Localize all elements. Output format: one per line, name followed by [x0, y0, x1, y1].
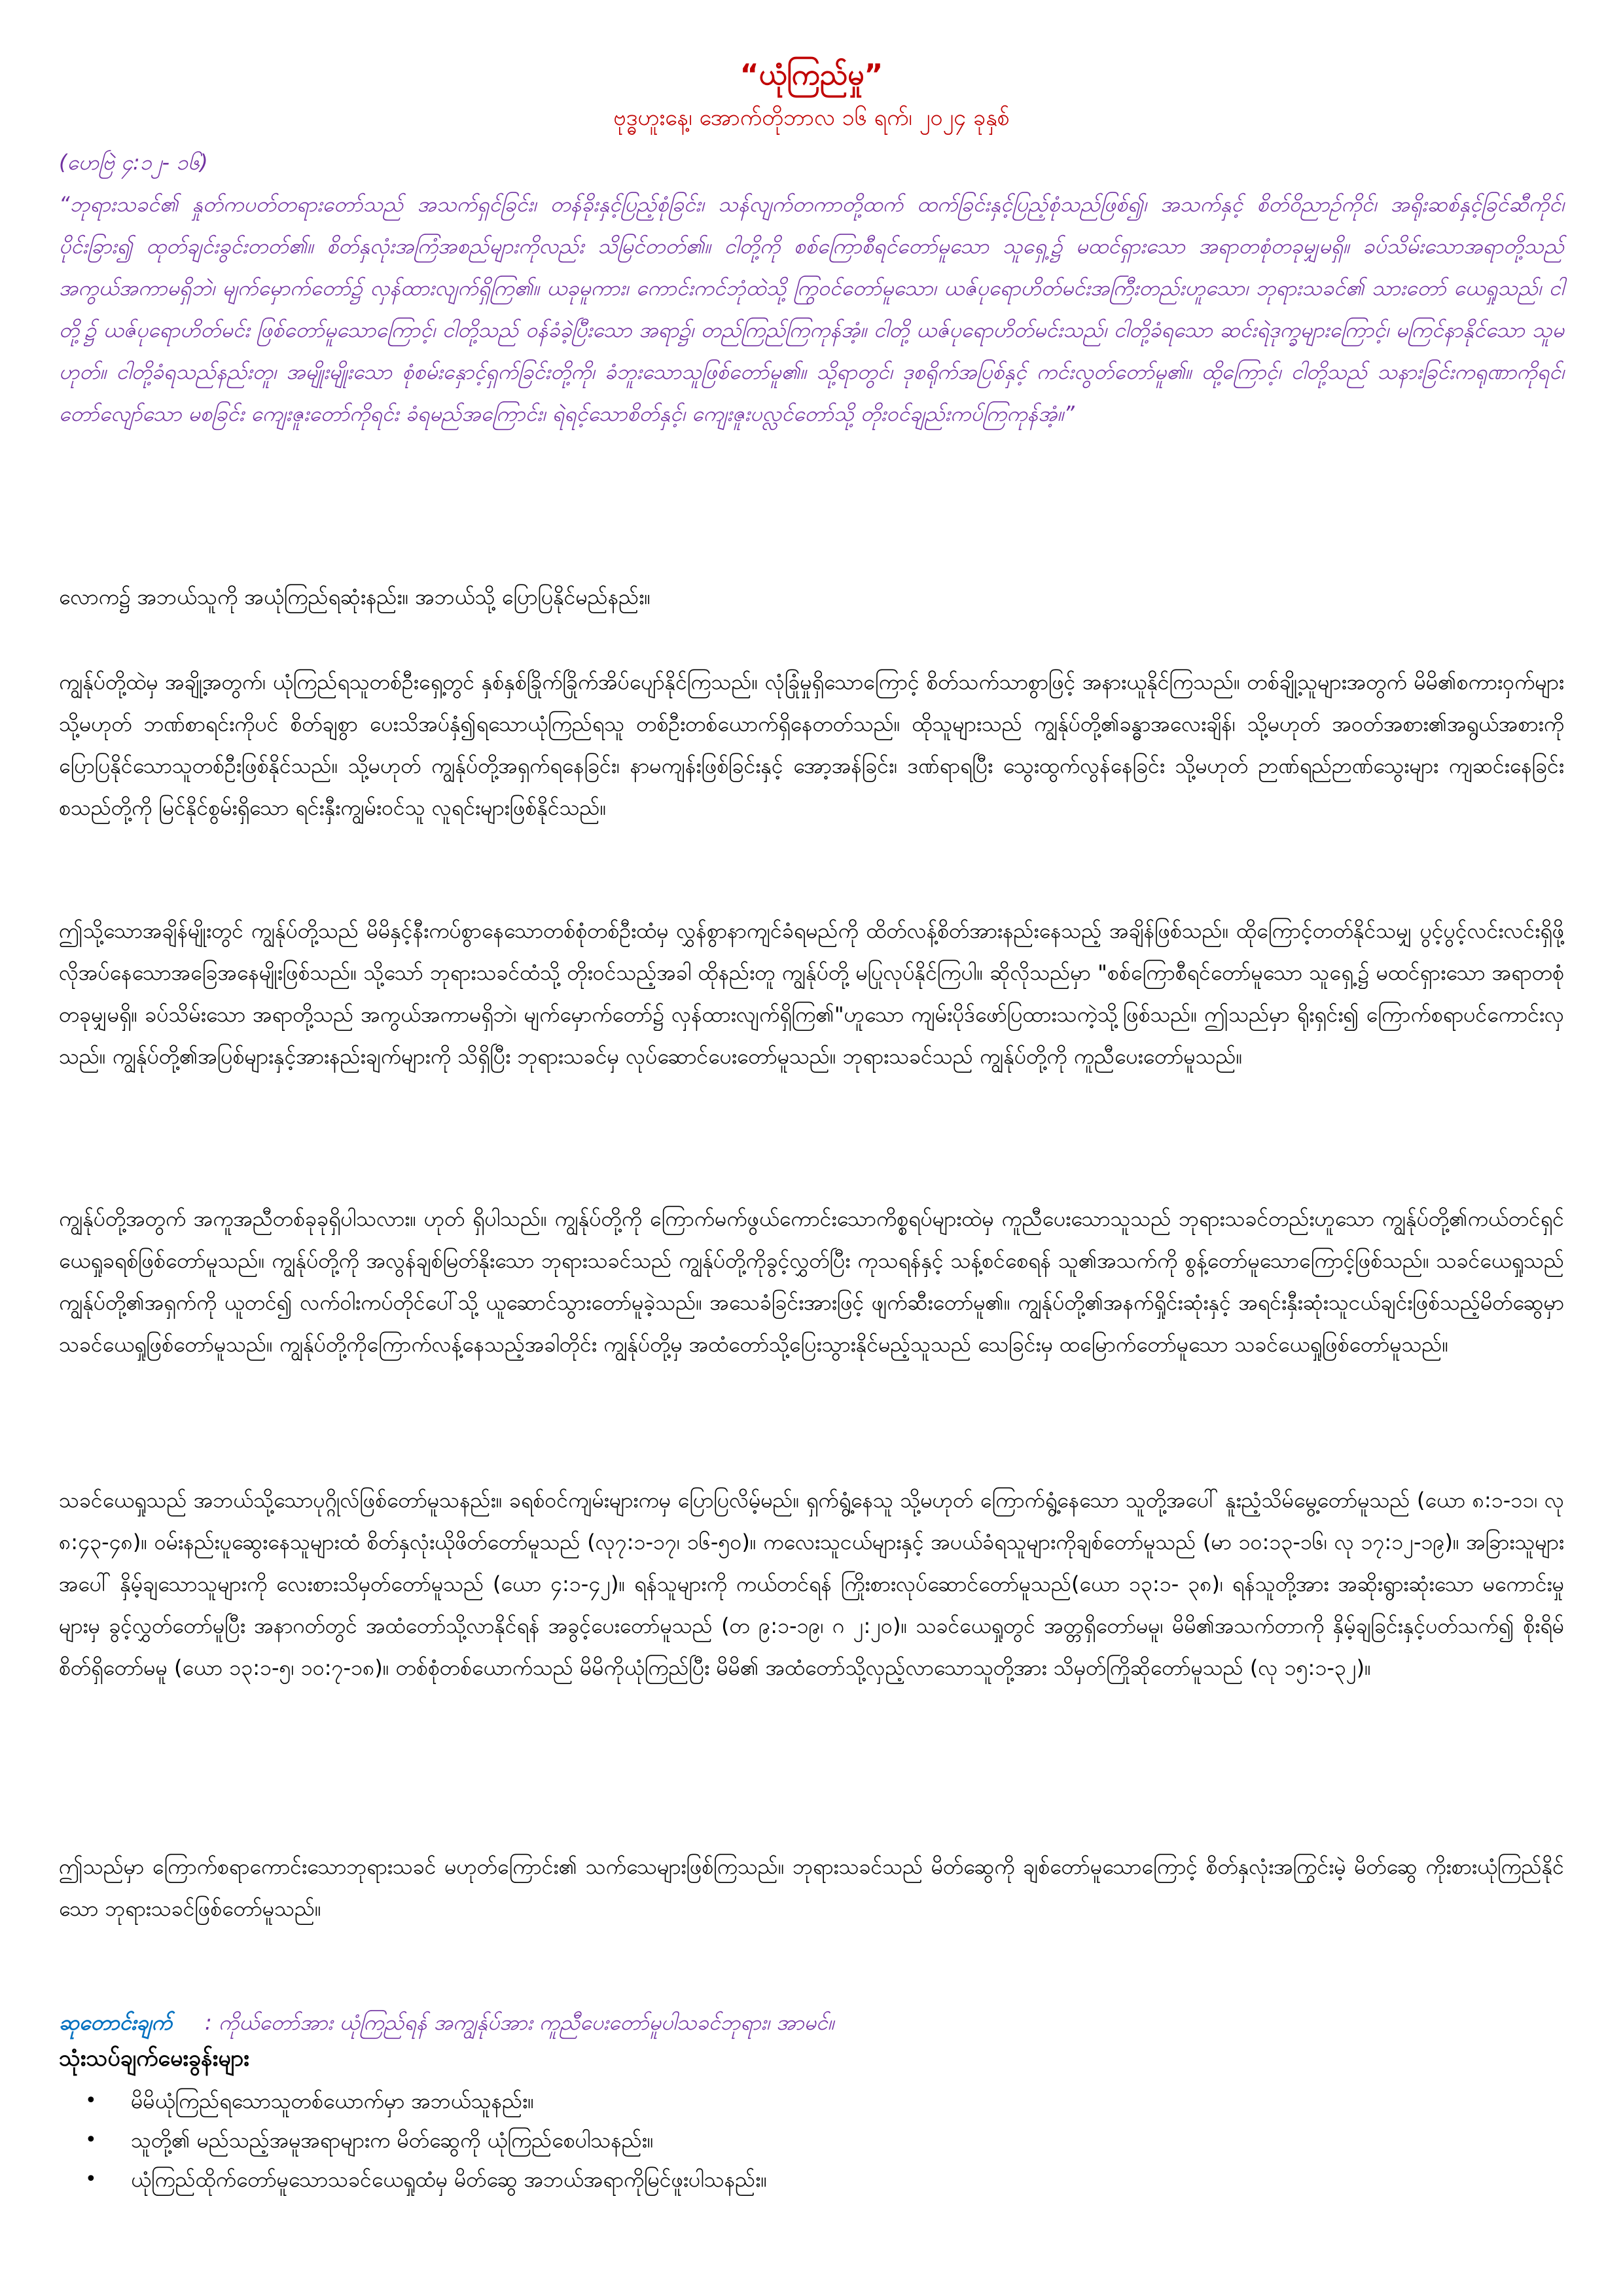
question-item [59, 2160, 1564, 2199]
scripture-text: “ဘုရားသခင်၏ နှုတ်ကပတ်တရားတော်သည် အသက်ရှင်ခြင်း၊ တန်ခိုးနှင့်ပြည့်စုံခြင်း၊ သန်လျက်တကာတို့ထက် ထက်ခြင်းနှင့်ပြည့်စုံသည်ဖြစ်၍၊ အသက်နှင့် စိတ်ဝိညာဉ်ကိုင်၊ အရိုးဆစ်နှင့်ခြင်ဆီကိုင်၊ ပိုင်းခြား၍ ထုတ်ချင်းခွင်းတတ်၏။ စိတ်နှလုံးအကြံအစည်များကိုလည်း သိမြင်တတ်၏။ ငါတို့ကို စစ်ကြောစီရင်တော်မူသော သူရှေ့၌ မထင်ရှားသော အရာတစုံတခုမျှမရှိ။ ခပ်သိမ်းသောအရာတို့သည် အကွယ်အကာမရှိဘဲ၊ မျက်မှောက်တော်၌ လှန်ထားလျက်ရှိကြ၏။ ယခုမူကား၊ ကောင်းကင်ဘုံထဲသို့ ကြွဝင်တော်မူသော၊ ယဇ်ပုရောဟိတ်မင်းအကြီးတည်းဟူသော၊ ဘုရားသခင်၏ သားတော် ယေရှုသည်၊ ငါတို့၌ ယဇ်ပုရောဟိတ်မင်း ဖြစ်တော်မူသောကြောင့်၊ ငါတို့သည် ဝန်ခံခဲ့ပြီးသော အရာ၌၊ တည်ကြည်ကြကုန်အံ့။ ငါတို့ ယဇ်ပုရောဟိတ်မင်းသည်၊ ငါတို့ခံရသော ဆင်းရဲဒုက္ခများကြောင့်၊ မကြင်နာနိုင်သော သူမဟုတ်။ ငါတို့ခံရသည်နည်းတူ၊ အမျိုးမျိုးသော စုံစမ်းနှောင့်ရှက်ခြင်းတို့ကို၊ ခံဘူးသောသူဖြစ်တော်မူ၏။ သို့ရာတွင်၊ ဒုစရိုက်အပြစ်နှင့် ကင်းလွတ်တော်မူ၏။ ထို့ကြောင့်၊ ငါတို့သည် သနားခြင်းကရုဏာကိုရင်၊ တော်လျော်သော မစခြင်း ကျေးဇူးတော်ကိုရင်း ခံရမည်အကြောင်း၊ ရဲရင့်သောစိတ်နှင့်၊ ကျေးဇူးပလ္လင်တော်သို့ တိုးဝင်ချည်းကပ်ကြကုန်အံ့။” [59, 192, 1565, 426]
question-item [59, 2081, 1564, 2121]
page-title: “ယုံကြည်မှု” [740, 58, 883, 92]
page-date: ဗုဒ္ဓဟူးနေ့၊ အောက်တိုဘာလ ၁၆ ရက်၊ ၂၀၂၄ ခုနှစ် [613, 105, 1010, 131]
body-paragraph-3: ဤသို့သောအချိန်မျိုးတွင် ကျွန်ုပ်တို့သည် မိမိနှင့်နီးကပ်စွာနေသောတစ်စုံတစ်ဦးထံမှ လွှန်စွာနာကျင်ခံရမည်ကို ထိတ်လန့်စိတ်အားနည်းနေသည့် အချိန်ဖြစ်သည်။ ထိုကြောင့်တတ်နိုင်သမျှ ပွင့်ပွင့်လင်းလင်းရှိဖို့ လိုအပ်နေသောအခြေအနေမျိုးဖြစ်သည်။ သို့သော် ဘုရားသခင်ထံသို့ တိုးဝင်သည့်အခါ ထိုနည်းတူ ကျွန်ုပ်တို့ မပြုလုပ်နိုင်ကြပါ။ ဆိုလိုသည်မှာ "စစ်ကြောစီရင်တော်မူသော သူရှေ့၌ မထင်ရှားသော အရာတစုံတခုမျှမရှိ။ ခပ်သိမ်းသော အရာတို့သည် အကွယ်အကာမရှိဘဲ၊ မျက်မှောက်တော်၌ လှန်ထားလျက်ရှိကြ၏"ဟူသော ကျမ်းပိုဒ်ဖော်ပြထားသကဲ့သို့ဖြစ်သည်။ ဤသည်မှာ ရိုးရှင်း၍ ကြောက်စရာပင်ကောင်းလှသည်။ ကျွန်ုပ်တို့၏အပြစ်များနှင့်အားနည်းချက်များကို သိရှိပြီး ဘုရားသခင်မှ လုပ်ဆောင်ပေးတော်မူသည်။ ဘုရားသခင်သည် ကျွန်ုပ်တို့ကို ကူညီပေးတော်မူသည်။ [59, 918, 1564, 1069]
bullet-icon: • [85, 2168, 97, 2191]
body-paragraph-2: ကျွန်ုပ်တို့ထဲမှ အချို့အတွက်၊ ယုံကြည်ရသူတစ်ဦးရှေ့တွင် နှစ်နှစ်ခြိုက်ခြိုက်အိပ်ပျော်နိုင်ကြသည်။ လုံခြုံမှုရှိသောကြောင့် စိတ်သက်သာစွာဖြင့် အနားယူနိုင်ကြသည်။ တစ်ချို့သူများအတွက် မိမိ၏စကားဝှက်များသို့မဟုတ် ဘဏ်စာရင်းကိုပင် စိတ်ချစွာ ပေးသိအပ်နှံ၍ရသောယုံကြည်ရသူ တစ်ဦးတစ်ယောက်ရှိနေတတ်သည်။ ထိုသူများသည် ကျွန်ုပ်တို့၏ခန္ဓာအလေးချိန်၊ သို့မဟုတ် အဝတ်အစား၏အရွယ်အစားကို ပြောပြနိုင်သောသူတစ်ဦးဖြစ်နိုင်သည်။ သို့မဟုတ် ကျွန်ုပ်တို့အရှက်ရနေခြင်း၊ နာမကျန်းဖြစ်ခြင်းနှင့် အော့အန်ခြင်း၊ ဒဏ်ရာရပြီး သွေးထွက်လွန်နေခြင်း သို့မဟုတ် ဉာဏ်ရည်ဉာဏ်သွေးများ ကျဆင်းနေခြင်းစသည်တို့ကို မြင်နိုင်စွမ်းရှိသော ရင်းနှီးကျွမ်းဝင်သူ လူရင်းများဖြစ်နိုင်သည်။ [59, 670, 1564, 820]
questions-list [59, 2081, 1564, 2199]
prayer-separator: : [205, 2010, 212, 2035]
questions-heading: သုံးသပ်ချက်မေးခွန်းများ [59, 2045, 249, 2072]
body-paragraph-5: သခင်ယေရှုသည် အဘယ်သို့သောပုဂ္ဂိုလ်ဖြစ်တော်မူသနည်း။ ခရစ်ဝင်ကျမ်းများကမှ ပြောပြလိမ့်မည်။ ရှက်ရွံ့နေသူ သို့မဟုတ် ကြောက်ရွံ့နေသော သူတို့အပေါ် နူးညံ့သိမ်မွေ့တော်မူသည် (ယော ၈:၁-၁၁၊ လု ၈:၄၃-၄၈)။ ဝမ်းနည်းပူဆွေးနေသူများထံ စိတ်နှလုံးယိုဖိတ်တော်မူသည် (လု၇:၁-၁၇၊ ၁၆-၅၀)။ ကလေးသူငယ်များနှင့် အပယ်ခံရသူများကိုချစ်တော်မူသည် (မာ ၁၀:၁၃-၁၆၊ လု ၁၇:၁၂-၁၉)။ အခြားသူများအပေါ် နှိမ့်ချသောသူများကို လေးစားသိမှတ်တော်မူသည် (ယော ၄:၁-၄၂)။ ရန်သူများကို ကယ်တင်ရန် ကြိုးစားလုပ်ဆောင်တော်မူသည်(ယော ၁၃:၁- ၃၈)၊ ရန်သူတို့အား အဆိုးရွားဆုံးသော မကောင်းမှုများမှ ခွင့်လွှတ်တော်မူပြီး အနာဂတ်တွင် အထံတော်သို့လာနိုင်ရန် အခွင့်ပေးတော်မူသည် (တ ၉:၁-၁၉၊ ဂ ၂:၂၀)။ သခင်ယေရှုတွင် အတ္တရှိတော်မမူ၊ မိမိ၏အသက်တာကို နှိမ့်ချခြင်းနှင့်ပတ်သက်၍ စိုးရိမ်စိတ်ရှိတော်မမူ (ယော ၁၃:၁-၅၊ ၁၀:၇-၁၈)။ တစ်စုံတစ်ယောက်သည် မိမိကိုယုံကြည်ပြီး မိမိ၏ အထံတော်သို့လှည့်လာသောသူတို့အား သိမှတ်ကြိုဆိုတော်မူသည် (လု ၁၅:၁-၃၂)။ [59, 1488, 1565, 1680]
bullet-icon: • [85, 2128, 97, 2151]
scripture-reference: (ဟေဗြဲ ၄:၁၂- ၁၆) [59, 150, 208, 175]
question-text: သူတို့၏ မည်သည့်အမူအရာများက မိတ်ဆွေကို ယုံကြည်စေပါသနည်း။ [131, 2128, 654, 2153]
prayer-line [59, 2003, 1564, 2042]
question-item [59, 2121, 1564, 2160]
body-paragraph-4: ကျွန်ုပ်တို့အတွက် အကူအညီတစ်ခုခုရှိပါသလား။ ဟုတ် ရှိပါသည်။ ကျွန်ုပ်တို့ကို ကြောက်မက်ဖွယ်ကောင်းသောကိစ္စရပ်များထဲမှ ကူညီပေးသောသူသည် ဘုရားသခင်တည်းဟူသော ကျွန်ုပ်တို့၏ကယ်တင်ရှင်ယေရှုခရစ်ဖြစ်တော်မူသည်။ ကျွန်ုပ်တို့ကို အလွန်ချစ်မြတ်နိုးသော ဘုရားသခင်သည် ကျွန်ုပ်တို့ကိုခွင့်လွှတ်ပြီး ကုသရန်နှင့် သန့်စင်စေရန် သူ၏အသက်ကို စွန့်တော်မူသောကြောင့်ဖြစ်သည်။ သခင်ယေရှုသည် ကျွန်ုပ်တို့၏အရှက်ကို ယူတင်၍ လက်ဝါးကပ်တိုင်ပေါ်သို့ ယူဆောင်သွားတော်မူခဲ့သည်။ အသေခံခြင်းအားဖြင့် ဖျက်ဆီးတော်မူ၏။ ကျွန်ုပ်တို့၏အနက်ရှိုင်းဆုံးနှင့် အရင်းနှီးဆုံးသူငယ်ချင်းဖြစ်သည့်မိတ်ဆွေမှာ သခင်ယေရှုဖြစ်တော်မူသည်။ ကျွန်ုပ်တို့ကိုကြောက်လန့်နေသည့်အခါတိုင်း ကျွန်ုပ်တို့မှ အထံတော်သို့ပြေးသွားနိုင်မည့်သူသည် သေခြင်းမှ ထမြောက်တော်မူသော သခင်ယေရှုဖြစ်တော်မူသည်။ [59, 1206, 1564, 1357]
bullet-icon: • [85, 2089, 97, 2112]
prayer-text: ကိုယ်တော်အား ယုံကြည်ရန် အကျွန်ုပ်အား ကူညီပေးတော်မူပါသခင်ဘုရား၊ အာမင်။ [219, 2010, 834, 2035]
question-text: ယုံကြည်ထိုက်တော်မူသောသခင်ယေရှုထံမှ မိတ်ဆွေ အဘယ်အရာကိုမြင်ဖူးပါသနည်း။ [131, 2167, 767, 2192]
body-paragraph-1: လောက၌ အဘယ်သူကို အယုံကြည်ရဆုံးနည်း။ အဘယ်သို့ ပြောပြနိုင်မည်နည်း။ [59, 584, 651, 609]
question-text: မိမိယုံကြည်ရသောသူတစ်ယောက်မှာ အဘယ်သူနည်း။ [131, 2089, 534, 2113]
prayer-label: ဆုတောင်းချက် [59, 2010, 172, 2035]
body-paragraph-6: ဤသည်မှာ ကြောက်စရာကောင်းသောဘုရားသခင် မဟုတ်ကြောင်း၏ သက်သေများဖြစ်ကြသည်။ ဘုရားသခင်သည် မိတ်ဆွေကို ချစ်တော်မူသောကြောင့် စိတ်နှလုံးအကြွင်းမဲ့ မိတ်ဆွေ ကိုးစားယုံကြည်နိုင်သော ဘုရားသခင်ဖြစ်တော်မူသည်။ [59, 1854, 1565, 1921]
